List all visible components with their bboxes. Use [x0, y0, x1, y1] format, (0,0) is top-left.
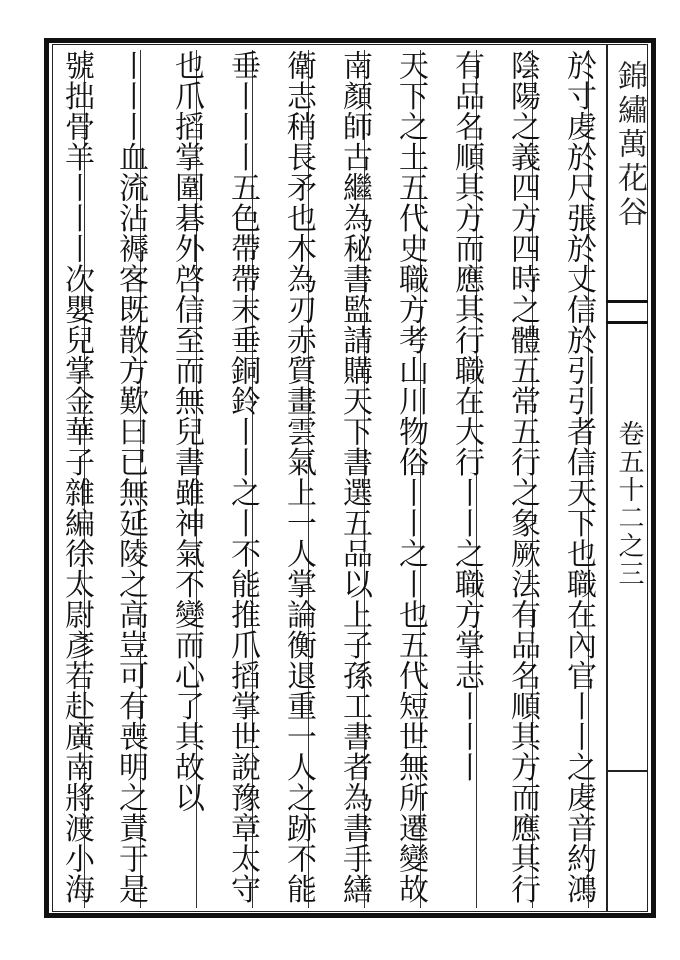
text-column-6: 衛志稍長矛也木為刃赤質畫雲氣上一人掌論衡退重一人之跡不能	[281, 50, 316, 904]
text-column-7: 垂丨丨丨五色帶帶末垂銅鈴丨丨之丨不能推爪搯掌世說豫章太守	[225, 50, 260, 904]
margin-book-title: 錦繡萬花谷	[612, 60, 647, 230]
text-column-1: 於寸䖍於尺張於丈信於引引者信天下也職在內官丨丨之䖍音約鴻	[561, 50, 596, 904]
text-column-10: 號拙骨羊丨丨丨次嬰兒掌金華子雜編徐太尉彥若赴廣南將渡小海	[59, 50, 94, 904]
text-column-4: 天下之土五代史職方考山川物俗丨丨之丨也五代短世無所遷變故	[393, 50, 428, 904]
text-column-5: 南顏師古繼為秘書監請購天下書選五品以上子孫工書者為書手繕	[337, 50, 372, 904]
margin-lower-bar	[606, 770, 648, 772]
text-column-8: 也爪搯掌圍碁外啓信至而無兒書雖神氣不變而心了其故以	[169, 50, 204, 813]
text-column-9: 丨丨丨血流沾褥客既散方歎曰已無延陵之高豈可有喪明之責于是	[113, 50, 148, 904]
fish-tail-mark	[606, 300, 648, 324]
text-column-3: 有品名順其方而應其行職在大行丨丨之職方掌志丨丨丨	[449, 50, 484, 782]
margin-volume-label: 卷五十二之三	[614, 420, 644, 588]
text-column-2: 陰陽之義四方四時之體五常五行之象厥法有品名順其方而應其行	[505, 50, 540, 904]
